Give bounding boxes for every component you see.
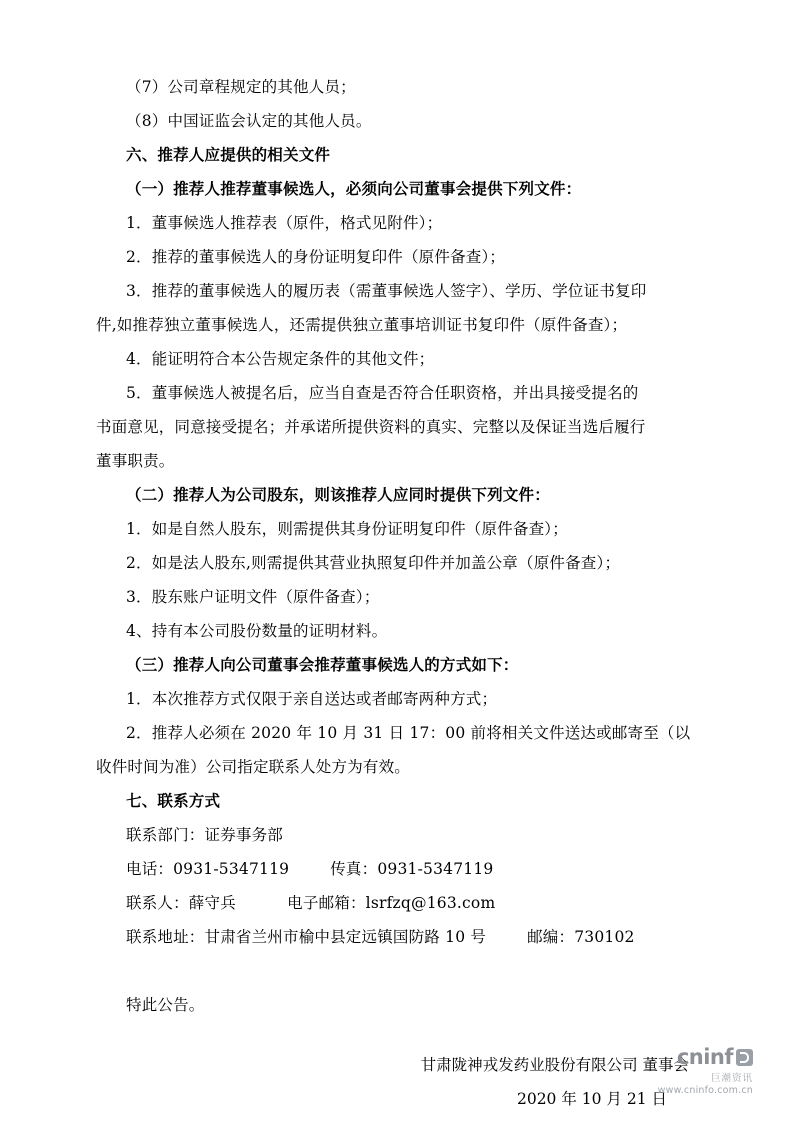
paragraph-line: 书面意见，同意接受提名；并承诺所提供资料的真实、完整以及保证当选后履行	[96, 418, 646, 436]
spacer	[96, 954, 697, 988]
section-heading: （一）推荐人推荐董事候选人，必须向公司董事会提供下列文件：	[126, 179, 582, 198]
watermark-brand: cninf	[676, 1045, 733, 1069]
watermark-site: www.cninfo.com.cn	[657, 1085, 753, 1096]
paragraph-line: 1．本次推荐方式仅限于亲自送达或者邮寄两种方式；	[126, 690, 498, 708]
paragraph-line: 1．如是自然人股东，则需提供其身份证明复印件（原件备查）；	[126, 520, 568, 538]
paragraph-line: 电话：0931-5347119 传真：0931-5347119	[126, 860, 494, 878]
cninfo-logo-icon	[736, 1049, 753, 1066]
paragraph-line: 联系人：薛守兵 电子邮箱：lsrfzq@163.com	[126, 894, 496, 912]
paragraph-line: 件,如推荐独立董事候选人，还需提供独立董事培训证书复印件（原件备查）；	[96, 316, 628, 334]
paragraph-line: 联系部门：证券事务部	[126, 826, 284, 844]
paragraph-line: 联系地址：甘肃省兰州市榆中县定远镇国防路 10 号 邮编：730102	[126, 928, 635, 946]
paragraph-line: 特此公告。	[126, 996, 205, 1014]
paragraph-line: 4、持有本公司股份数量的证明材料。	[126, 622, 388, 640]
document-body	[96, 70, 697, 1022]
paragraph-line: 3．股东账户证明文件（原件备查）；	[126, 588, 380, 606]
watermark-cn-name: 巨潮资讯	[710, 1073, 753, 1084]
paragraph-line: （7）公司章程规定的其他人员；	[126, 78, 356, 96]
cninfo-watermark	[603, 1045, 753, 1096]
section-heading: 七、联系方式	[126, 791, 221, 810]
signature-company: 甘肃陇神戎发药业股份有限公司 董事会	[420, 1056, 689, 1074]
paragraph-line: 4．能证明符合本公告规定条件的其他文件；	[126, 350, 435, 368]
paragraph-line: 2．推荐人必须在 2020 年 10 月 31 日 17：00 前将相关文件送达或邮寄至（以	[126, 724, 691, 742]
paragraph-line: 收件时间为准）公司指定联系人处方为有效。	[96, 758, 411, 776]
signature-date: 2020 年 10 月 21 日	[516, 1090, 667, 1108]
paragraph-line: （8）中国证监会认定的其他人员。	[126, 112, 372, 130]
paragraph-line: 2．推荐的董事候选人的身份证明复印件（原件备查）；	[126, 248, 506, 266]
section-heading: 六、推荐人应提供的相关文件	[126, 145, 331, 164]
section-heading: （三）推荐人向公司董事会推荐董事候选人的方式如下：	[126, 655, 519, 674]
watermark-logo-row	[603, 1045, 753, 1069]
paragraph-line: 2．如是法人股东,则需提供其营业执照复印件并加盖公章（原件备查）；	[126, 554, 621, 572]
paragraph-line: 5．董事候选人被提名后，应当自查是否符合任职资格，并出具接受提名的	[126, 384, 639, 402]
paragraph-line: 董事职责。	[96, 452, 175, 470]
section-heading: （二）推荐人为公司股东，则该推荐人应同时提供下列文件：	[126, 485, 550, 504]
paragraph-line: 1．董事候选人推荐表（原件，格式见附件）；	[126, 214, 443, 232]
paragraph-line: 3．推荐的董事候选人的履历表（需董事候选人签字）、学历、学位证书复印	[126, 282, 647, 300]
